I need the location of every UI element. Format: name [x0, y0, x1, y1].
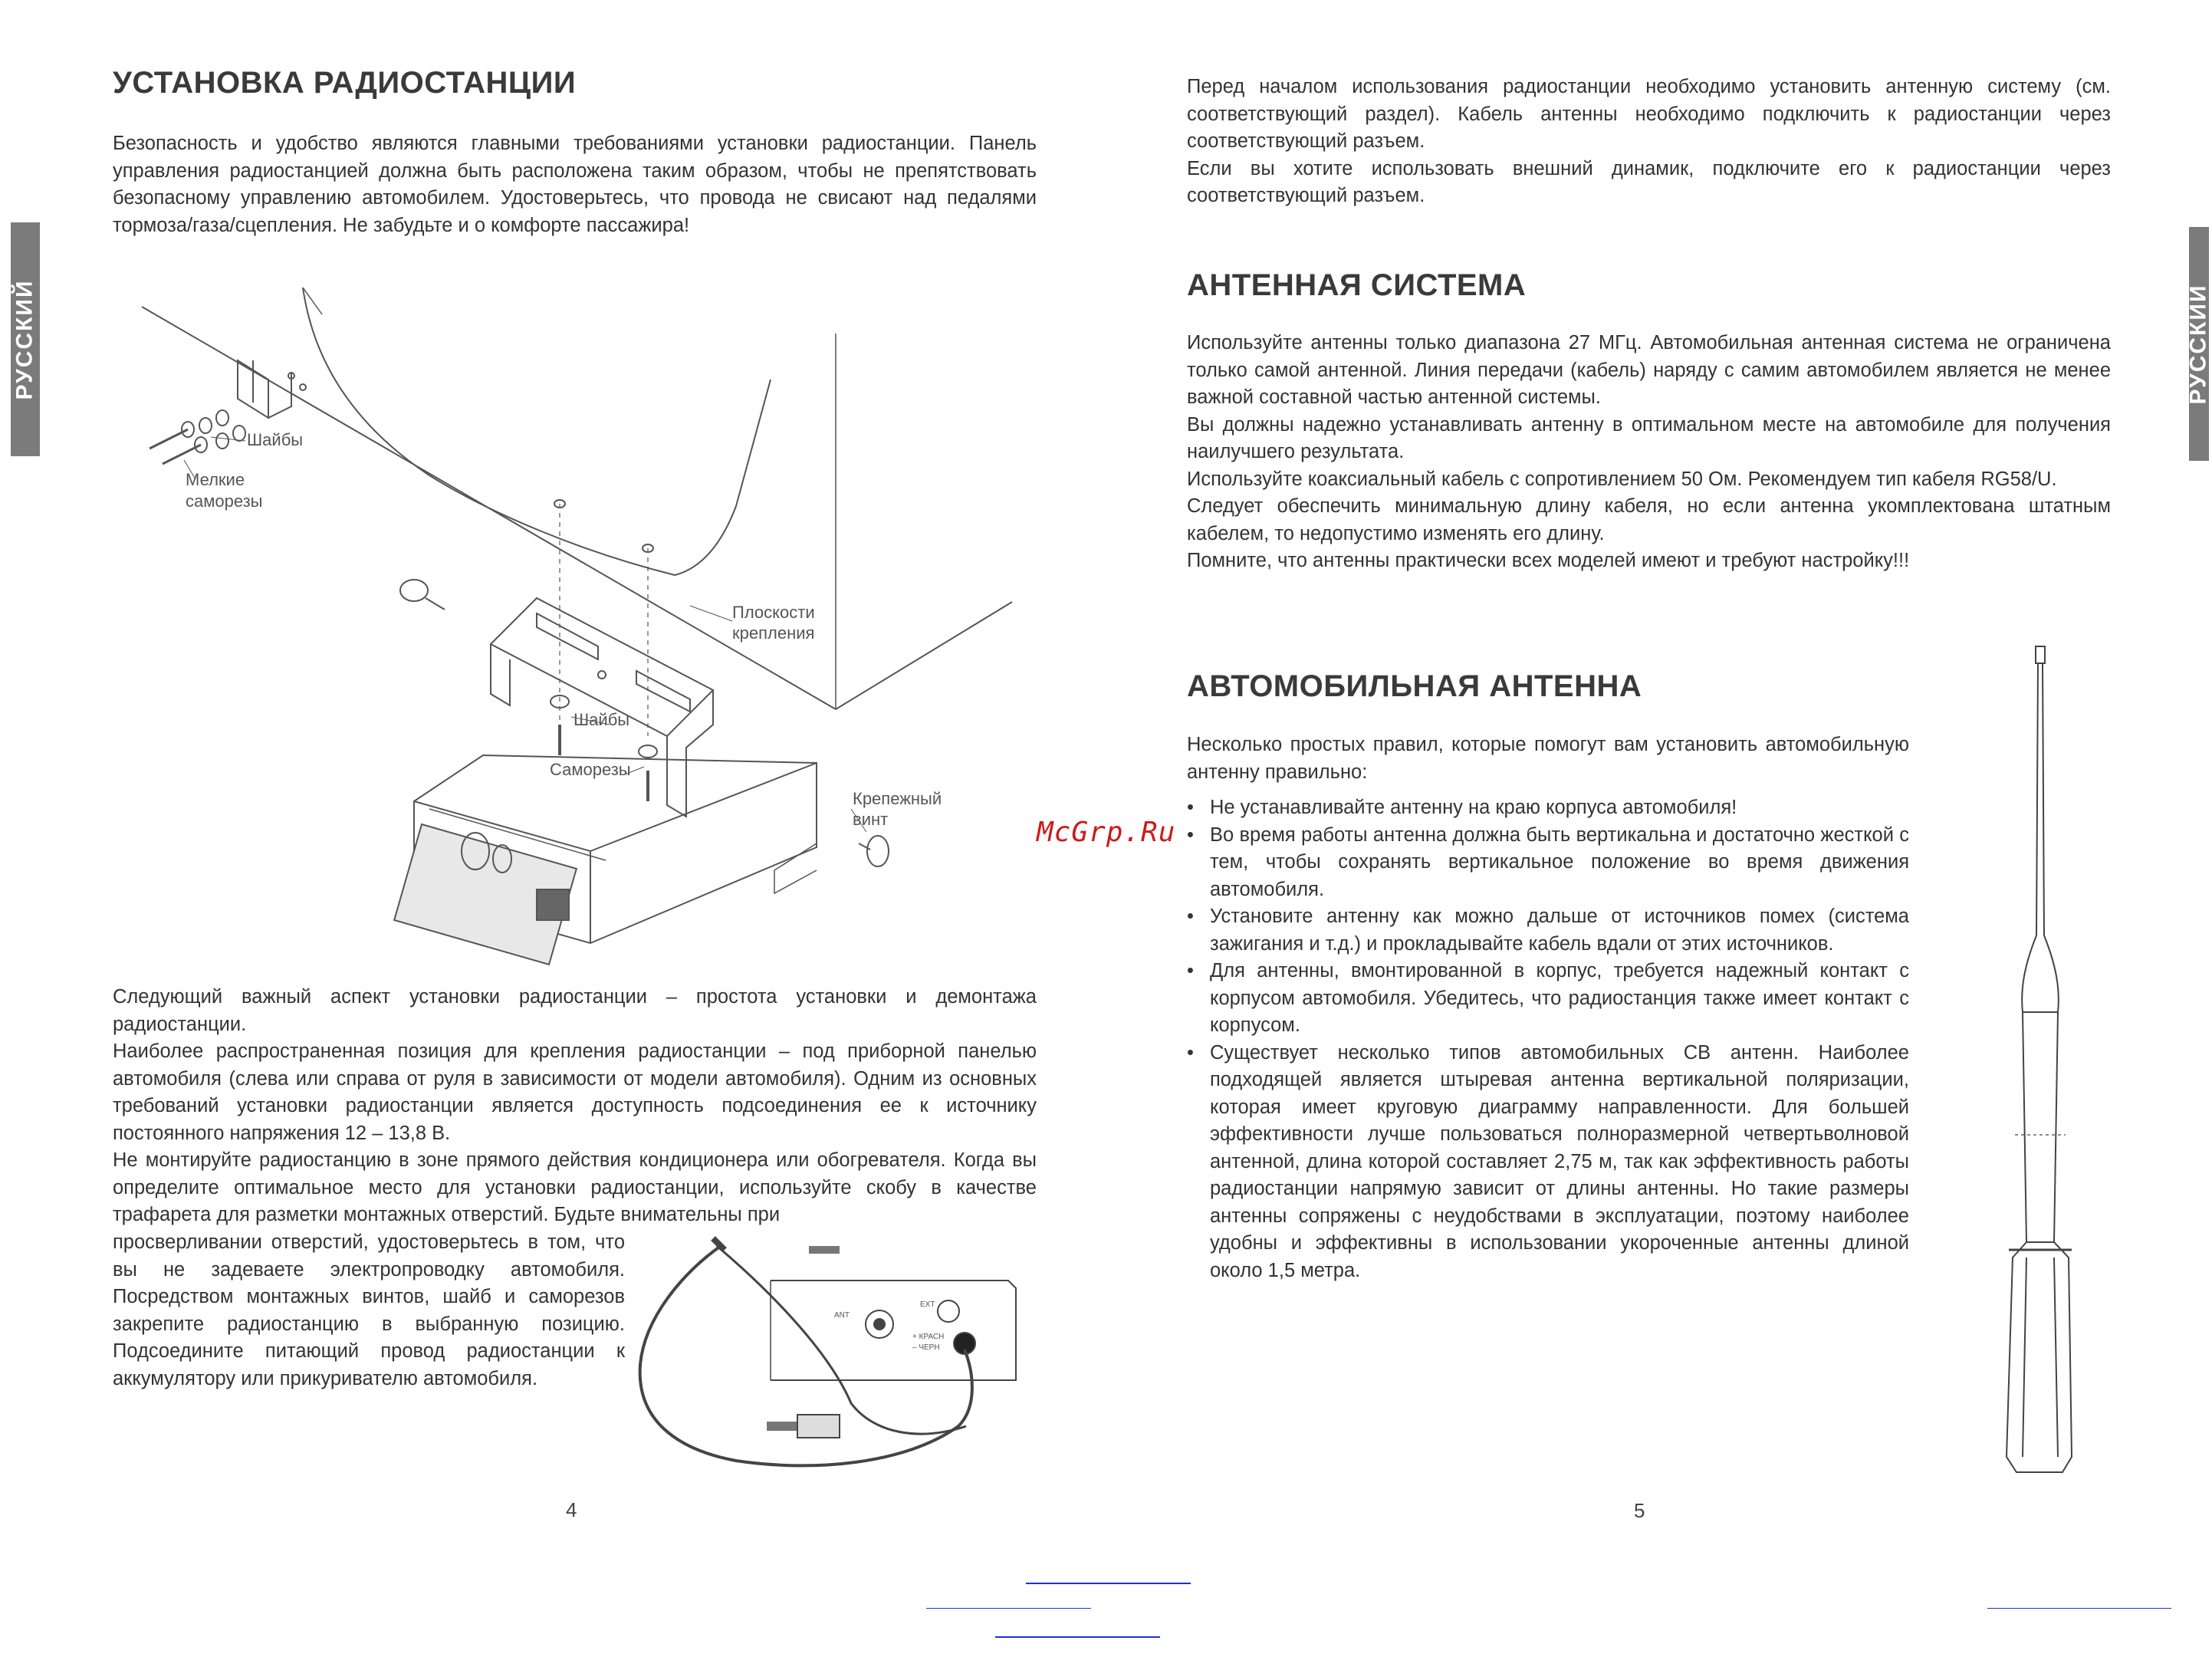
antenna-system-para-1: Используйте антенны только диапазона 27 МГц. Автомобильная антенная система не ограничена только самой антенной. Линия передачи (кабель) наряду с самим автомобилем является не менее важной составной частью антенной системы.	[1187, 332, 2111, 408]
body-para-4: просверливании отверстий, удостоверьтесь в том, что вы не задеваете электропроводку автомобиля. Посредством монтажных винтов, шайб и саморезов закрепите радиостанцию в выбранную позицию. Подсоедините питающий провод радиостанции к аккумулятору или прикуривателю автомобиля.	[113, 1231, 625, 1389]
rule-item: • Во время работы антенна должна быть вертикальна и достаточно жесткой с тем, чтобы сохранять вертикальное положение во время движения автомобиля.	[1187, 822, 1909, 904]
body-para-3: Не монтируйте радиостанцию в зоне прямого действия кондиционера или обогревателя. Когда вы определите оптимальное место для установки радиостанции, используйте скобу в качестве трафарета для разметки монтажных отверстий. Будьте внимательны при	[113, 1149, 1037, 1225]
section-title-car-antenna: АВТОМОБИЛЬНАЯ АНТЕННА	[1187, 669, 1642, 703]
section-title-antenna-system: АНТЕННАЯ СИСТЕМА	[1187, 268, 1527, 302]
rule-item: • Для антенны, вмонтированной в корпус, требуется надежный контакт с корпусом автомобиля. Убедитесь, что радиостанция также имеет контакт с корпусом.	[1187, 958, 1909, 1040]
label-mount-planes-1: Плоскости	[732, 603, 815, 622]
label-washers-mid: Шайбы	[574, 710, 630, 729]
panel-label-red: + КРАСН	[912, 1333, 945, 1341]
panel-label-black: – ЧЕРН	[912, 1343, 940, 1352]
antenna-system-para-3: Используйте коаксиальный кабель с сопротивлением 50 Ом. Рекомендуем тип кабеля RG58/U.	[1187, 468, 2057, 490]
body-para-2: Наиболее распространенная позиция для крепления радиостанции – под приборной панелью автомобиля (слева или справа от руля в зависимости от модели автомобиля). Одним из основных требований установки радиостанции является доступность подсоединения ее к источнику постоянного напряжения 12 – 13,8 В.	[113, 1041, 1037, 1144]
antenna-illustration	[1104, 0, 2208, 1534]
label-small-screws-2: саморезы	[186, 492, 263, 511]
antenna-system-para-2: Вы должны надежно устанавливать антенну в оптимальном месте на автомобиле для получения наилучшего результата.	[1187, 413, 2111, 462]
rule-item: • Не устанавливайте антенну на краю корпуса автомобиля!	[1187, 794, 1909, 822]
footer-link-line[interactable]	[1987, 1608, 2171, 1609]
antenna-system-para-5: Помните, что антенны практически всех моделей имеют и требуют настройку!!!	[1187, 550, 1910, 571]
footer-link-line[interactable]	[926, 1608, 1091, 1609]
panel-label-ext: EXT	[920, 1300, 935, 1309]
label-fix-screw-2: винт	[853, 810, 889, 829]
car-antenna-intro-text: Несколько простых правил, которые помогут вам установить автомобильную антенну правильно:	[1187, 734, 1909, 783]
left-page	[0, 0, 1104, 1657]
label-fix-screw-1: Крепежный	[853, 789, 942, 808]
body-para-1: Следующий важный аспект установки радиостанции – простота установки и демонтажа радиостанции.	[113, 986, 1037, 1035]
page-title-install: УСТАНОВКА РАДИОСТАНЦИИ	[113, 66, 577, 100]
language-tab-label: РУССКИЙ	[12, 278, 38, 400]
intro-right-para-2: Если вы хотите использовать внешний динамик, подключите его к радиостанции через соответствующий разъем.	[1187, 157, 2111, 206]
rear-panel-diagram	[0, 0, 1104, 1534]
language-tab-label-right: РУССКИЙ	[2186, 283, 2212, 405]
watermark: McGrp.Ru	[1037, 817, 1176, 848]
footer-link-line[interactable]	[1026, 1583, 1191, 1584]
intro-right-para-1: Перед началом использования радиостанции необходимо установить антенную систему (см. соответствующий раздел). Кабель антенны необходимо подключить к радиостанции через соответствующий разъем.	[1187, 76, 2111, 152]
label-mount-planes-2: крепления	[732, 623, 815, 643]
page-number-right: 5	[1634, 1499, 1645, 1522]
panel-label-ant: ANT	[834, 1311, 850, 1320]
rule-item: • Установите антенну как можно дальше от источников помех (система зажигания и т.д.) и прокладывайте кабель вдали от этих источников.	[1187, 903, 1909, 958]
label-washers-top: Шайбы	[247, 430, 304, 449]
label-small-screws-1: Мелкие	[186, 470, 245, 489]
label-screws-mid: Саморезы	[550, 760, 631, 779]
page-number-left: 4	[566, 1498, 577, 1521]
footer-link-line[interactable]	[995, 1636, 1160, 1638]
right-page	[1104, 0, 2212, 1657]
antenna-system-para-4: Следует обеспечить минимальную длину кабеля, но если антенна укомплектована штатным кабелем, то недопустимо изменять его длину.	[1187, 495, 2111, 544]
intro-text: Безопасность и удобство являются главными требованиями установки радиостанции. Панель управления радиостанцией должна быть расположена таким образом, чтобы не препятствовать безопасному управлению автомобилем. Удостоверьтесь, что провода не свисают над педалями тормоза/газа/сцепления. Не забудьте и о комфорте пассажира!	[113, 133, 1037, 236]
rule-item: • Существует несколько типов автомобильных СВ антенн. Наиболее подходящей является штыревая антенна вертикальной поляризации, которая имеет круговую диаграмму направленности. Для большей эффективности лучше пользоваться полноразмерной четвертьволновой антенной, длина которой составляет 2,75 м, так как эффективность работы радиостанции напрямую зависит от длины антенны. Но такие размеры антенны сопряжены с неудобствами в эксплуатации, поэтому наиболее удобны и эффективны в использовании укороченные антенны длиной около 1,5 метра.	[1187, 1040, 1909, 1285]
